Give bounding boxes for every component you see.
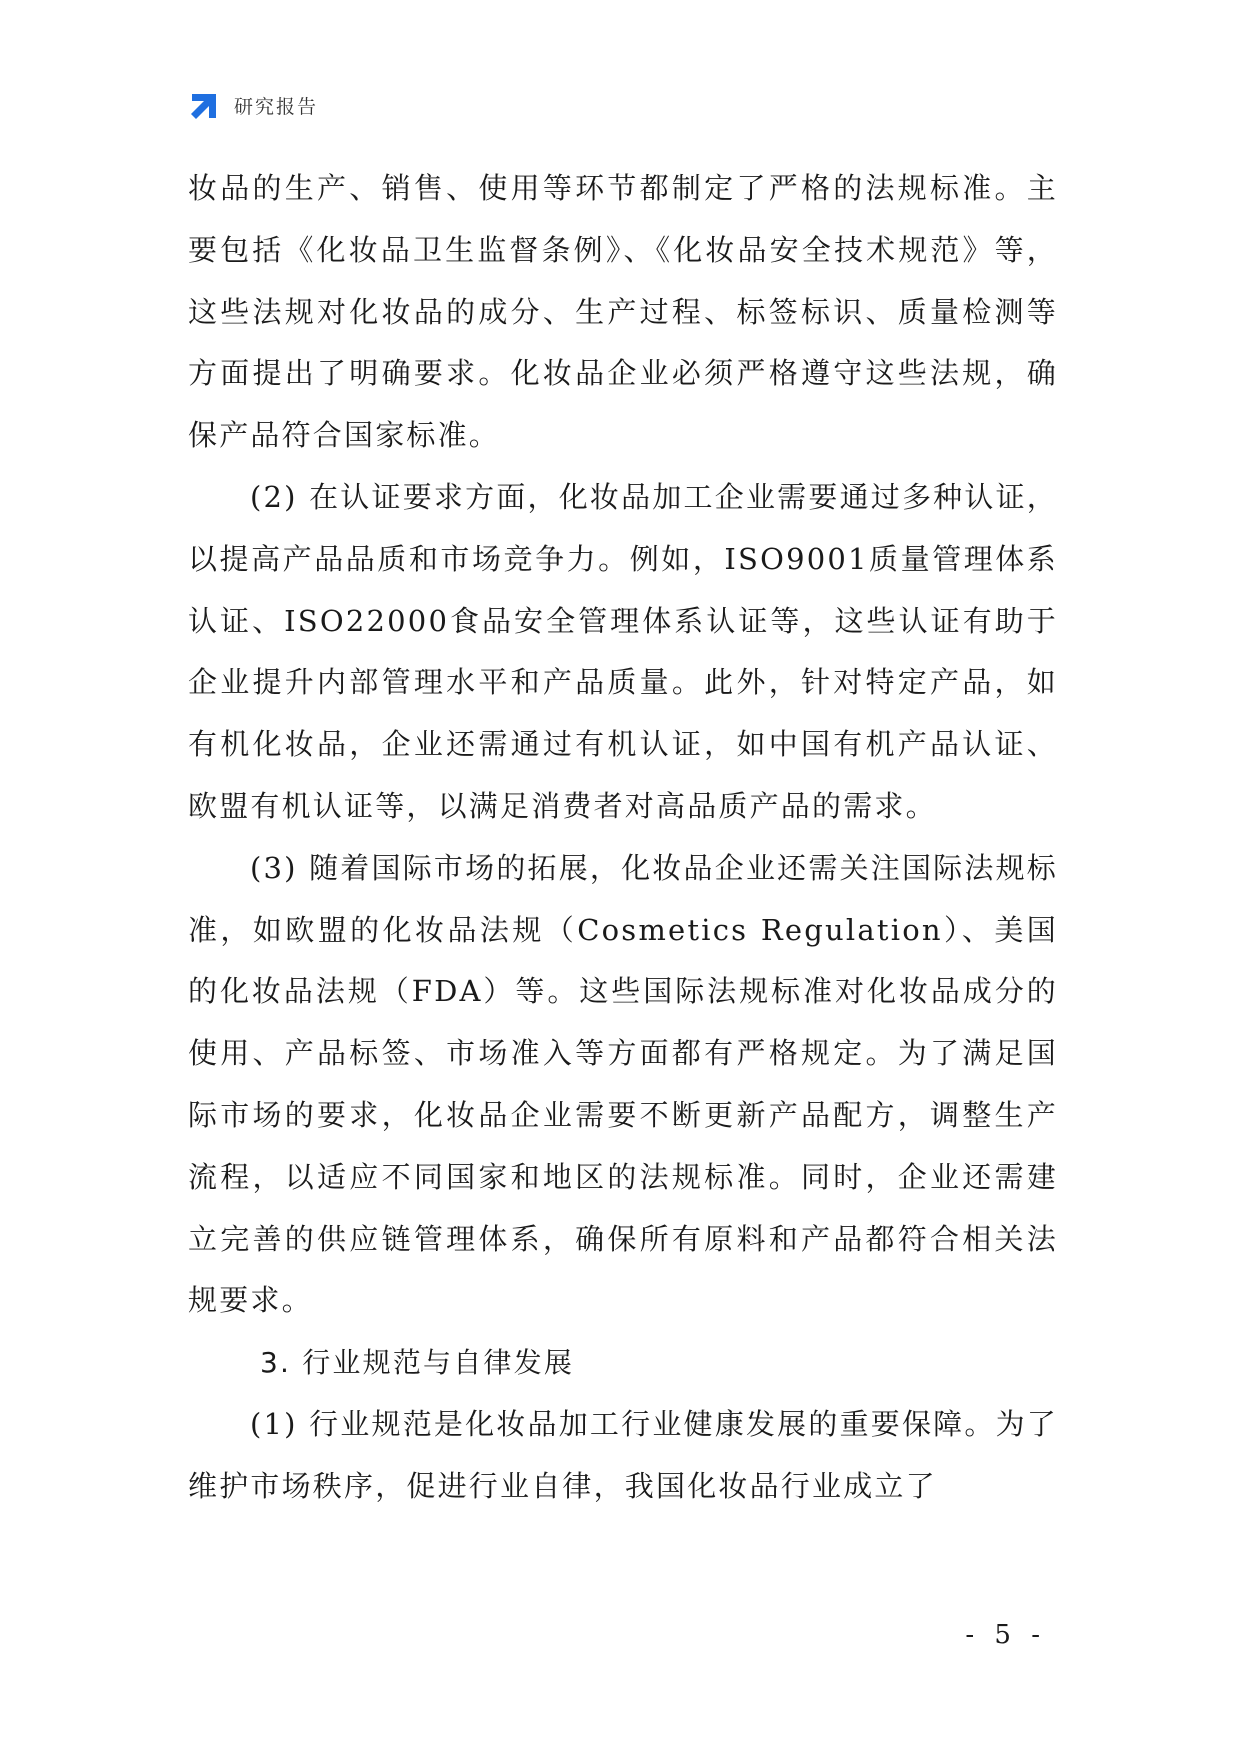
section-heading: 3. 行业规范与自律发展	[260, 1346, 575, 1380]
report-label: 研究报告	[234, 95, 319, 118]
page-number: - 5 -	[965, 1620, 1046, 1650]
paragraph-industry-norms: (1) 行业规范是化妆品加工行业健康发展的重要保障。为了维护市场秩序，促进行业自律，我国化妆品行业成立了	[188, 1406, 1058, 1503]
paragraph-certification: (2) 在认证要求方面，化妆品加工企业需要通过多种认证，以提高产品品质和市场竞争力。例如，ISO9001质量管理体系认证、ISO22000食品安全管理体系认证等，这些认证有助于企业提升内部管理水平和产品质量。此外，针对特定产品，如有机化妆品，企业还需通过有机认证，如中国有机产品认证、欧盟有机认证等，以满足消费者对高品质产品的需求。	[188, 479, 1058, 823]
arrow-logo-icon	[188, 88, 222, 122]
paragraph-regulations: 妆品的生产、销售、使用等环节都制定了严格的法规标准。主要包括《化妆品卫生监督条例》、《化妆品安全技术规范》等，这些法规对化妆品的成分、生产过程、标签标识、质量检测等方面提出了明确要求。化妆品企业必须严格遵守这些法规，确保产品符合国家标准。	[188, 171, 1058, 453]
document-body	[188, 158, 1058, 1518]
page-header	[188, 88, 318, 122]
paragraph-international: (3) 随着国际市场的拓展，化妆品企业还需关注国际法规标准，如欧盟的化妆品法规（Cosmetics Regulation）、美国的化妆品法规（FDA）等。这些国际法规标准对化妆品成分的使用、产品标签、市场准入等方面都有严格规定。为了满足国际市场的要求，化妆品企业需要不断更新产品配方，调整生产流程，以适应不同国家和地区的法规标准。同时，企业还需建立完善的供应链管理体系，确保所有原料和产品都符合相关法规要求。	[188, 850, 1058, 1318]
